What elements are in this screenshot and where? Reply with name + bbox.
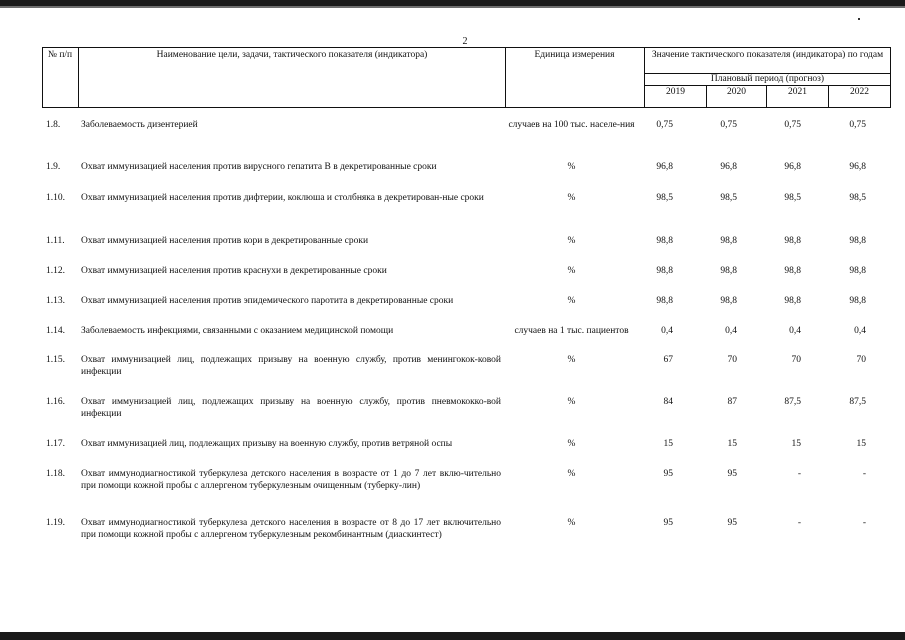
row-value-2019: 98,8 bbox=[656, 296, 673, 306]
header-right-border bbox=[890, 47, 891, 108]
row-num: 1.12. bbox=[46, 266, 65, 276]
row-num: 1.19. bbox=[46, 518, 65, 528]
row-num: 1.9. bbox=[46, 162, 61, 172]
header-divider-unit bbox=[644, 47, 645, 108]
row-unit: % bbox=[567, 236, 576, 246]
scan-edge-top-shadow bbox=[0, 6, 905, 8]
row-value-2020: 0,75 bbox=[720, 120, 737, 130]
row-num: 1.13. bbox=[46, 296, 65, 306]
header-bottom-rule bbox=[42, 107, 891, 108]
row-name: Охват иммунизацией лиц, подлежащих призыву на военную службу, против менингокок-ковой инфекции bbox=[81, 355, 501, 377]
header-value: Значение тактического показателя (индикатора) по годам bbox=[651, 50, 884, 60]
row-value-2020: 70 bbox=[727, 355, 737, 365]
row-value-2022: 87,5 bbox=[849, 397, 866, 407]
row-value-2020: 98,8 bbox=[720, 296, 737, 306]
row-value-2022: 98,8 bbox=[849, 296, 866, 306]
row-value-2019: 98,8 bbox=[656, 266, 673, 276]
row-unit: % bbox=[567, 296, 576, 306]
row-value-2021: 98,8 bbox=[784, 296, 801, 306]
header-top-rule bbox=[42, 47, 891, 48]
row-unit: случаев на 100 тыс. населе-ния bbox=[508, 120, 635, 130]
row-value-2022: 15 bbox=[856, 439, 866, 449]
row-value-2022: 98,8 bbox=[849, 266, 866, 276]
row-unit: % bbox=[567, 355, 576, 365]
row-value-2019: 95 bbox=[663, 469, 673, 479]
row-value-2019: 84 bbox=[663, 397, 673, 407]
row-unit: % bbox=[567, 518, 576, 528]
row-value-2021: 98,5 bbox=[784, 193, 801, 203]
row-value-2021: 70 bbox=[791, 355, 801, 365]
row-value-2022: 98,5 bbox=[849, 193, 866, 203]
row-name: Заболеваемость инфекциями, связанными с оказанием медицинской помощи bbox=[81, 326, 394, 336]
row-name: Охват иммунодиагностикой туберкулеза детского населения в возрасте от 1 до 7 лет вклю-чительно при помощи кожной пробы с аллергеном туберкулезным очищенным (туберку-лин) bbox=[81, 469, 501, 491]
header-divider-name bbox=[505, 47, 506, 108]
row-value-2020: 95 bbox=[727, 469, 737, 479]
row-value-2019: 98,5 bbox=[656, 193, 673, 203]
header-year-2019: 2019 bbox=[666, 87, 685, 97]
row-value-2021: - bbox=[797, 518, 801, 528]
row-unit: % bbox=[567, 162, 576, 172]
scan-speck bbox=[858, 18, 860, 20]
row-value-2019: 67 bbox=[663, 355, 673, 365]
row-name: Охват иммунизацией населения против кори в декретированные сроки bbox=[81, 236, 369, 246]
scan-edge-bottom bbox=[0, 632, 905, 640]
row-name: Охват иммунизацией лиц, подлежащих призыву на военную службу, против пневмококко-вой инфекции bbox=[81, 397, 501, 419]
row-value-2021: 87,5 bbox=[784, 397, 801, 407]
row-value-2019: 95 bbox=[663, 518, 673, 528]
row-name: Охват иммунизацией населения против эпидемического паротита в декретированные сроки bbox=[81, 296, 454, 306]
row-name: Охват иммунодиагностикой туберкулеза детского населения в возрасте от 8 до 17 лет включительно при помощи кожной пробы с аллергеном туберкулезным рекомбинантным (диаскинтест) bbox=[81, 518, 501, 540]
row-value-2020: 15 bbox=[727, 439, 737, 449]
row-name: Охват иммунизацией населения против вирусного гепатита В в декретированные сроки bbox=[81, 162, 437, 172]
row-value-2021: 15 bbox=[791, 439, 801, 449]
row-value-2021: 96,8 bbox=[784, 162, 801, 172]
row-value-2022: 70 bbox=[856, 355, 866, 365]
row-num: 1.17. bbox=[46, 439, 65, 449]
header-year-2021: 2021 bbox=[788, 87, 807, 97]
row-name: Охват иммунизацией населения против дифтерии, коклюша и столбняка в декретирован-ные сроки bbox=[81, 193, 484, 203]
page-number: 2 bbox=[462, 36, 468, 47]
row-value-2021: 98,8 bbox=[784, 236, 801, 246]
row-value-2022: - bbox=[862, 518, 866, 528]
row-value-2019: 0,75 bbox=[656, 120, 673, 130]
row-unit: % bbox=[567, 193, 576, 203]
row-value-2020: 87 bbox=[727, 397, 737, 407]
header-unit: Единица измерения bbox=[534, 50, 615, 60]
row-unit: % bbox=[567, 266, 576, 276]
header-name: Наименование цели, задачи, тактического показателя (индикатора) bbox=[156, 50, 428, 60]
header-left-border bbox=[42, 47, 43, 108]
row-num: 1.16. bbox=[46, 397, 65, 407]
row-value-2022: 0,4 bbox=[854, 326, 866, 336]
header-period: Плановый период (прогноз) bbox=[710, 74, 825, 84]
row-value-2020: 95 bbox=[727, 518, 737, 528]
row-num: 1.15. bbox=[46, 355, 65, 365]
row-value-2019: 15 bbox=[663, 439, 673, 449]
row-value-2020: 98,8 bbox=[720, 236, 737, 246]
row-value-2021: 0,75 bbox=[784, 120, 801, 130]
row-num: 1.8. bbox=[46, 120, 61, 130]
row-name: Заболеваемость дизентерией bbox=[81, 120, 198, 130]
row-num: 1.14. bbox=[46, 326, 65, 336]
row-num: 1.18. bbox=[46, 469, 65, 479]
row-value-2020: 98,5 bbox=[720, 193, 737, 203]
row-unit: % bbox=[567, 397, 576, 407]
row-value-2020: 0,4 bbox=[725, 326, 737, 336]
row-name: Охват иммунизацией лиц, подлежащих призыву на военную службу, против ветряной оспы bbox=[81, 439, 453, 449]
row-num: 1.11. bbox=[46, 236, 65, 246]
row-value-2022: - bbox=[862, 469, 866, 479]
row-value-2022: 98,8 bbox=[849, 236, 866, 246]
row-unit: случаев на 1 тыс. пациентов bbox=[514, 326, 629, 336]
header-year-2020: 2020 bbox=[727, 87, 746, 97]
row-value-2022: 0,75 bbox=[849, 120, 866, 130]
header-num: № п/п bbox=[47, 50, 73, 60]
row-value-2020: 96,8 bbox=[720, 162, 737, 172]
row-value-2021: 0,4 bbox=[789, 326, 801, 336]
row-value-2021: - bbox=[797, 469, 801, 479]
row-value-2019: 96,8 bbox=[656, 162, 673, 172]
row-value-2021: 98,8 bbox=[784, 266, 801, 276]
row-num: 1.10. bbox=[46, 193, 65, 203]
row-unit: % bbox=[567, 439, 576, 449]
row-value-2020: 98,8 bbox=[720, 266, 737, 276]
row-value-2022: 96,8 bbox=[849, 162, 866, 172]
row-value-2019: 0,4 bbox=[661, 326, 673, 336]
header-year-2022: 2022 bbox=[850, 87, 869, 97]
header-divider-num bbox=[78, 47, 79, 108]
row-value-2019: 98,8 bbox=[656, 236, 673, 246]
row-name: Охват иммунизацией населения против краснухи в декретированные сроки bbox=[81, 266, 387, 276]
header-years-rule bbox=[644, 85, 891, 86]
row-unit: % bbox=[567, 469, 576, 479]
